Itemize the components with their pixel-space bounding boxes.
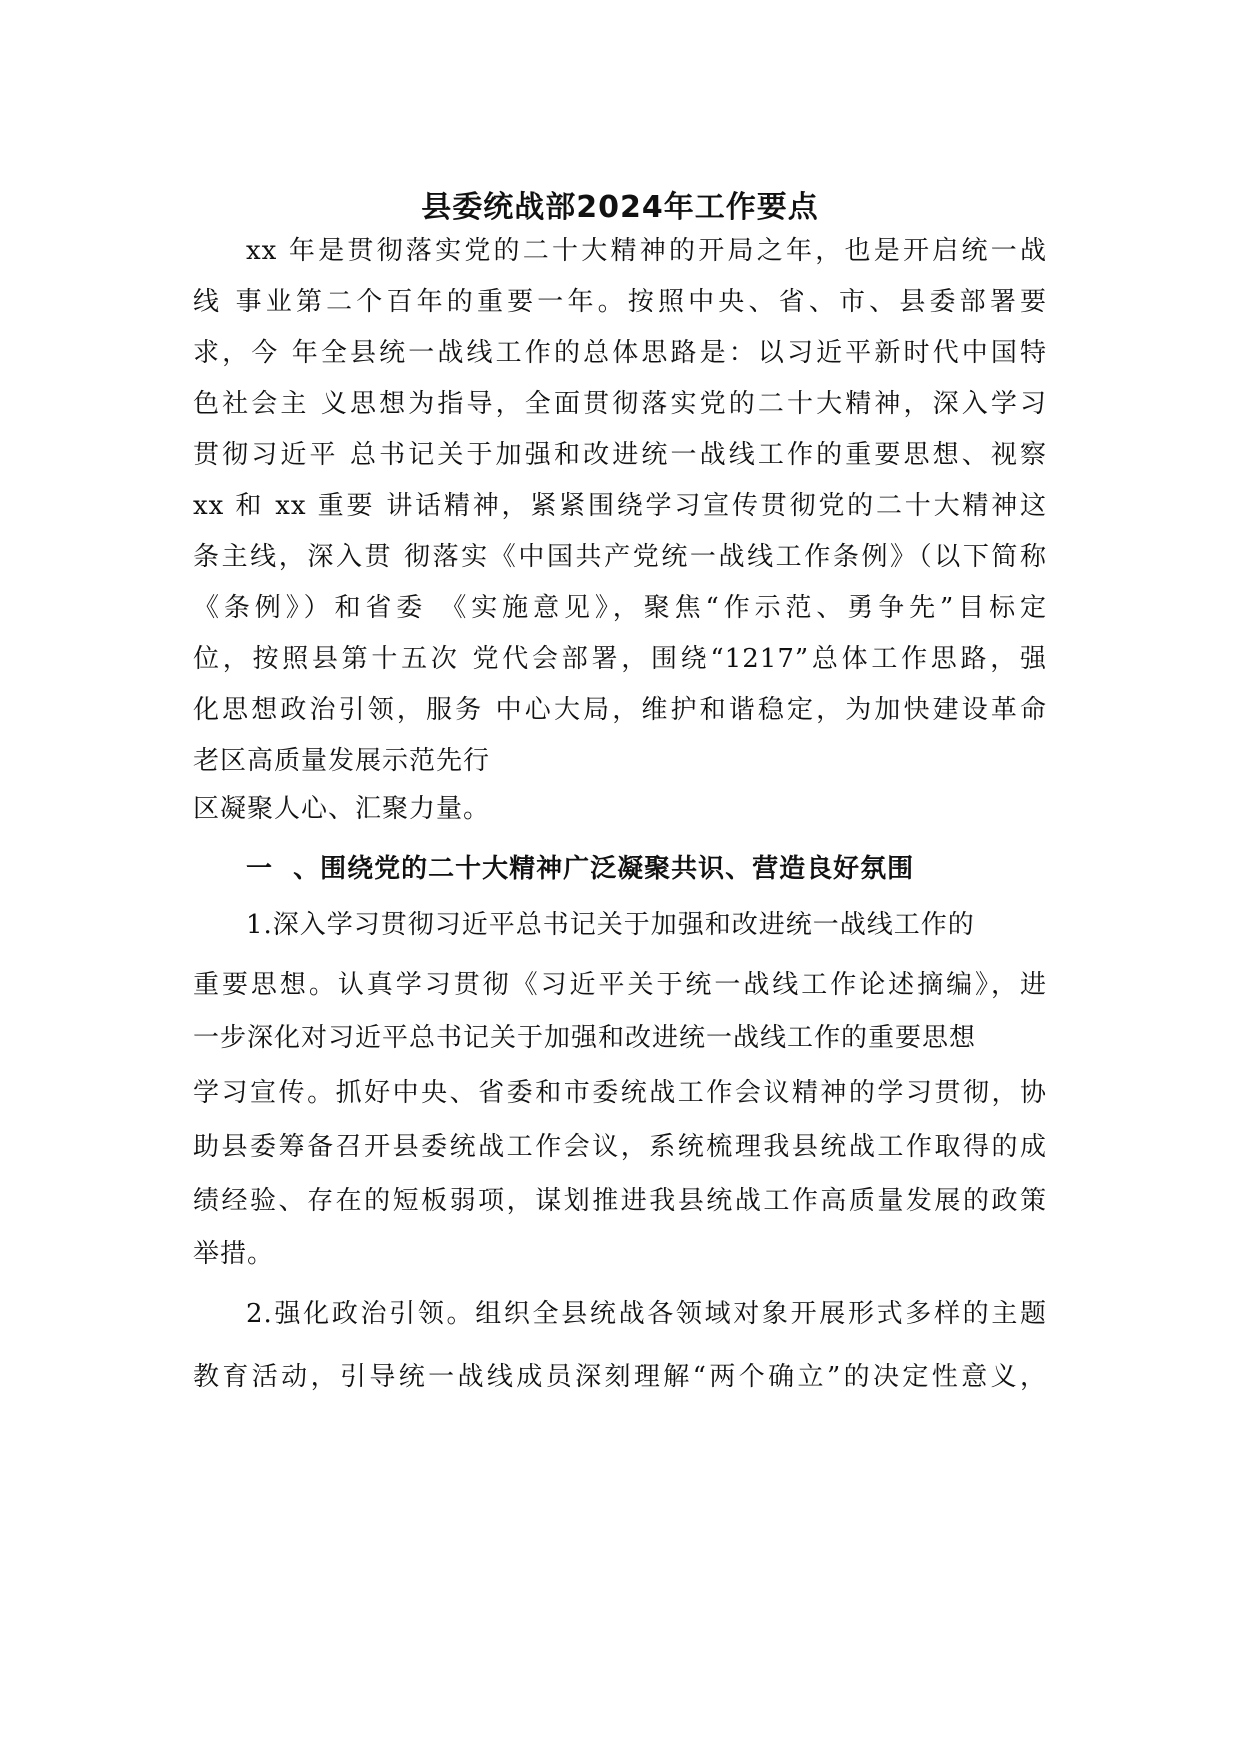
- intro-line: 《条例》）和省委 《实施意见》，聚焦“作示范、勇争先”目标定: [193, 593, 1047, 623]
- item1-line: 绩经验、存在的短板弱项，谋划推进我县统战工作高质量发展的政策: [193, 1186, 1047, 1216]
- item1-line: 助县委筹备召开县委统战工作会议，系统梳理我县统战工作取得的成: [193, 1132, 1047, 1162]
- intro-line: 条主线，深入贯 彻落实《中国共产党统一战线工作条例》（以下简称: [193, 542, 1047, 572]
- intro-line: 贯彻习近平 总书记关于加强和改进统一战线工作的重要思想、视察: [193, 440, 1047, 470]
- item1-line: 学习宣传。抓好中央、省委和市委统战工作会议精神的学习贯彻，协: [193, 1078, 1047, 1108]
- intro-line: 色社会主 义思想为指导，全面贯彻落实党的二十大精神，深入学习: [193, 389, 1047, 419]
- intro-line: xx 和 xx 重要 讲话精神，紧紧围绕学习宣传贯彻党的二十大精神这: [193, 491, 1047, 521]
- intro-line: 求，今 年全县统一战线工作的总体思路是：以习近平新时代中国特: [193, 338, 1047, 368]
- intro-line: 化思想政治引领，服务 中心大局，维护和谐稳定，为加快建设革命: [193, 695, 1047, 725]
- item2-line: 教育活动，引导统一战线成员深刻理解“两个确立”的决定性意义，: [193, 1362, 1047, 1392]
- intro-line: xx 年是贯彻落实党的二十大精神的开局之年，也是开启统一战: [246, 236, 1047, 266]
- item1-line: 一步深化对习近平总书记关于加强和改进统一战线工作的重要思想: [193, 1023, 977, 1053]
- item1-line: 1.深入学习贯彻习近平总书记关于加强和改进统一战线工作的: [246, 910, 975, 940]
- section-heading: 一 、围绕党的二十大精神广泛凝聚共识、营造良好氛围: [246, 854, 915, 884]
- intro-line: 区凝聚人心、汇聚力量。: [193, 794, 491, 824]
- document-title: 县委统战部2024年工作要点: [421, 190, 819, 225]
- intro-line: 位，按照县第十五次 党代会部署，围绕“1217”总体工作思路，强: [193, 644, 1047, 674]
- intro-line: 老区高质量发展示范先行: [193, 746, 491, 776]
- item1-line: 举措。: [193, 1239, 275, 1269]
- item1-line: 重要思想。认真学习贯彻《习近平关于统一战线工作论述摘编》，进: [193, 970, 1047, 1000]
- intro-line: 线 事业第二个百年的重要一年。按照中央、省、市、县委部署要: [193, 287, 1047, 317]
- item2-line: 2.强化政治引领。组织全县统战各领域对象开展形式多样的主题: [246, 1299, 1047, 1329]
